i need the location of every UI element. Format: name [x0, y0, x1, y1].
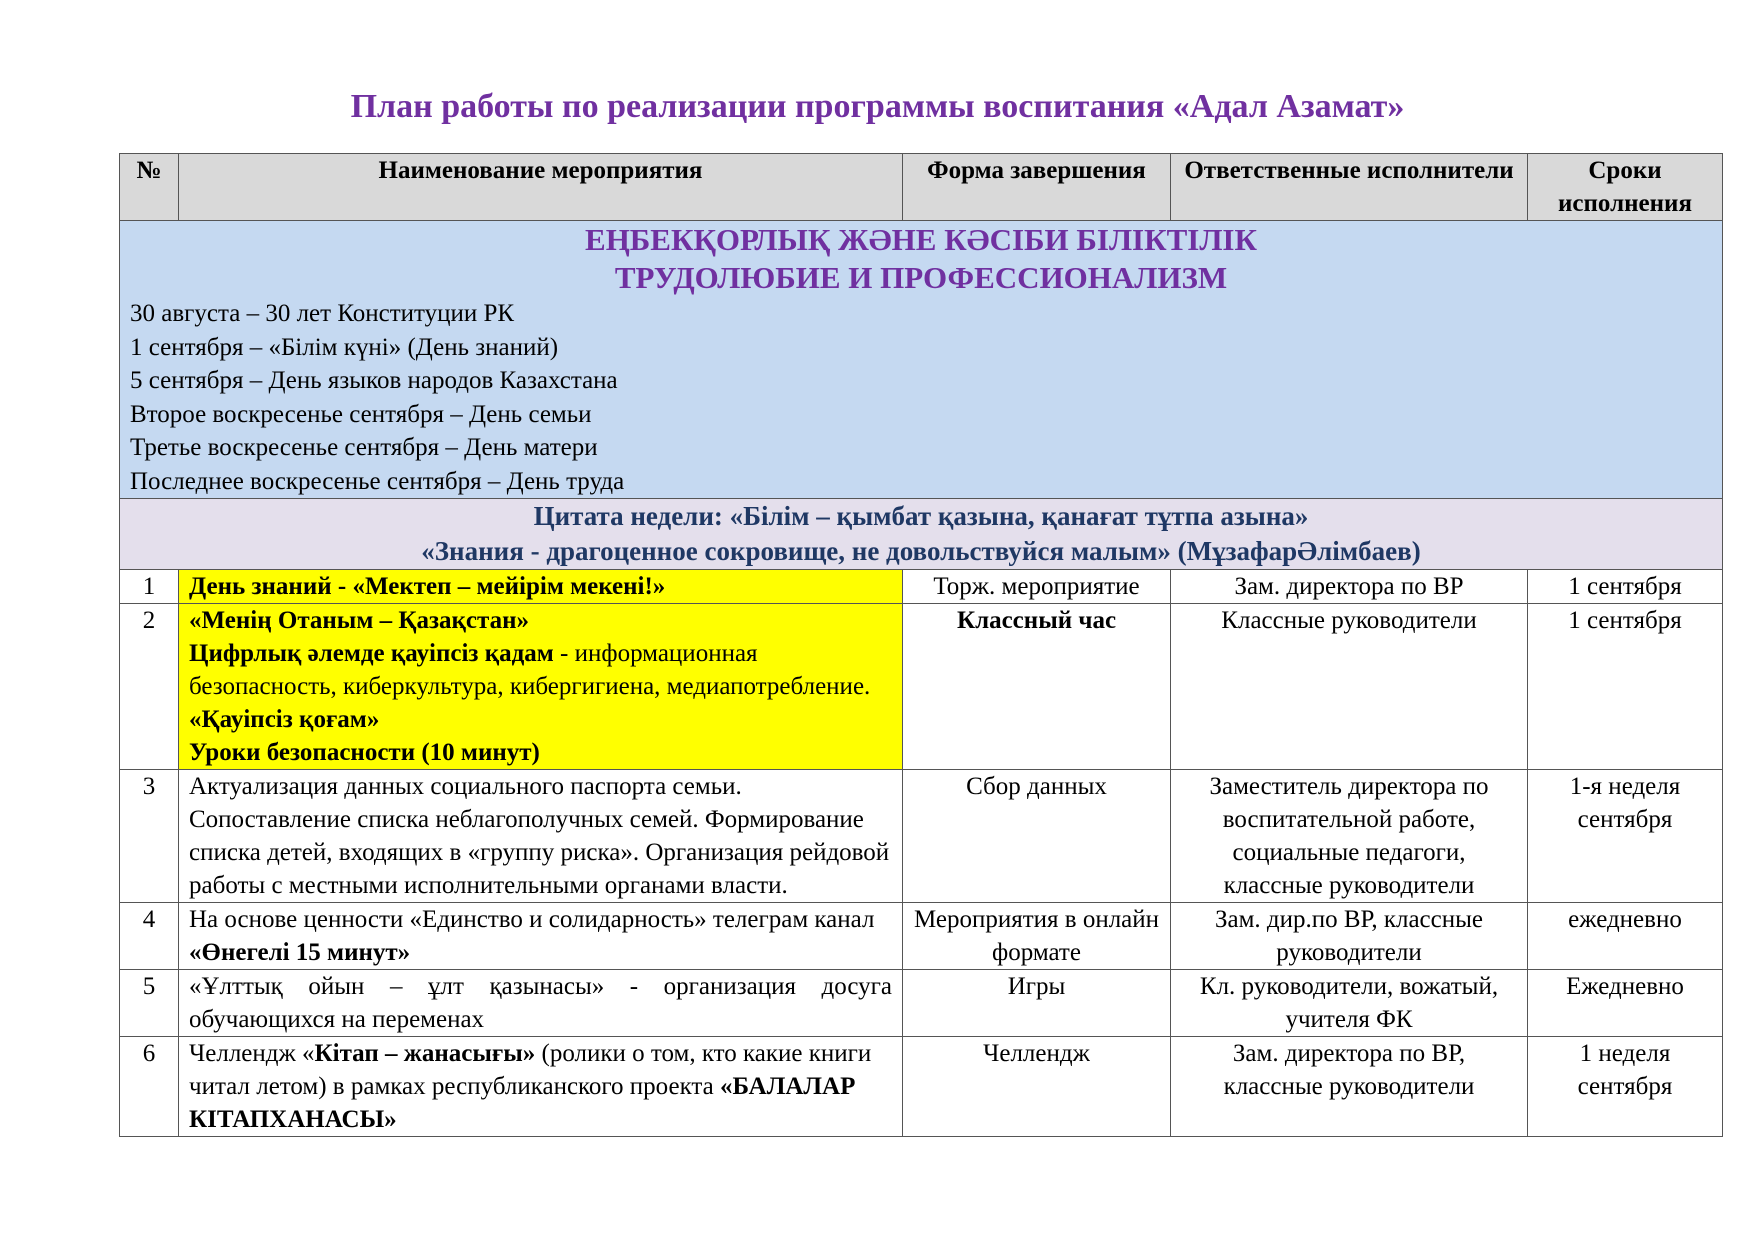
- row-num: 2: [120, 604, 179, 770]
- row-num: 6: [120, 1037, 179, 1137]
- row-num: 5: [120, 970, 179, 1037]
- row-form: Классный час: [903, 604, 1171, 770]
- date-line: 5 сентября – День языков народов Казахстана: [130, 367, 618, 394]
- row-name-line: «Менің Отаным – Қазақстан»: [189, 607, 530, 634]
- row-name-line: [189, 637, 892, 736]
- header-name: Наименование мероприятия: [179, 154, 903, 221]
- section-heading-ru: ТРУДОЛЮБИЕ И ПРОФЕССИОНАЛИЗМ: [614, 260, 1228, 295]
- row-name-bold: «БАЛАЛАР КІТАПХАНАСЫ»: [189, 1073, 856, 1133]
- row-name: [179, 903, 903, 970]
- row-name: День знаний - «Мектеп – мейірім мекені!»: [179, 570, 903, 604]
- quote-line-kz: Цитата недели: «Білім – қымбат қазына, қанағат тұтпа азына»: [533, 501, 1309, 531]
- quote-row: [120, 499, 1723, 570]
- row-responsible: Классные руководители: [1171, 604, 1528, 770]
- plan-table: [119, 153, 1723, 1137]
- row-deadline: 1 сентября: [1528, 604, 1723, 770]
- row-name-text: На основе ценности «Единство и солидарность» телеграм канал: [189, 906, 875, 933]
- header-row: [120, 154, 1723, 221]
- section-heading-kz: ЕҢБЕКҚОРЛЫҚ ЖӘНЕ КӘСІБИ БІЛІКТІЛІК: [585, 222, 1257, 257]
- row-name: «Ұлттық ойын – ұлт қазынасы» - организация досуга обучающихся на переменах: [179, 970, 903, 1037]
- header-form: Форма завершения: [903, 154, 1171, 221]
- row-name: [179, 1037, 903, 1137]
- row-num: 3: [120, 770, 179, 903]
- row-name-bold: «Өнегелі 15 минут»: [189, 939, 411, 966]
- header-responsible: Ответственные исполнители: [1171, 154, 1528, 221]
- date-line: 30 августа – 30 лет Конституции РК: [130, 300, 515, 327]
- table-row: [120, 604, 1723, 770]
- row-form: Сбор данных: [903, 770, 1171, 903]
- row-deadline: 1-я неделя сентября: [1528, 770, 1723, 903]
- row-deadline: ежедневно: [1528, 903, 1723, 970]
- page-title: План работы по реализации программы воспитания «Адал Азамат»: [350, 88, 1405, 125]
- row-num: 1: [120, 570, 179, 604]
- date-line: 1 сентября – «Білім күні» (День знаний): [130, 333, 559, 361]
- date-line: Второе воскресенье сентября – День семьи: [130, 400, 592, 428]
- row-responsible: Заместитель директора по воспитательной работе, социальные педагоги, классные руководители: [1171, 770, 1528, 903]
- row-name-bold: «Қауіпсіз қоғам»: [189, 706, 380, 733]
- row-deadline: 1 неделя сентября: [1528, 1037, 1723, 1137]
- row-form: Игры: [903, 970, 1171, 1037]
- row-responsible: Зам. дир.по ВР, классные руководители: [1171, 903, 1528, 970]
- row-name-text: (ролики о том, кто какие книги читал летом) в рамках республиканского проекта: [189, 1040, 872, 1100]
- quote-line-ru: «Знания - драгоценное сокровище, не довольствуйся малым» (МұзафарӘлімбаев): [421, 536, 1421, 566]
- row-name-line: Уроки безопасности (10 минут): [189, 739, 540, 766]
- row-responsible: Зам. директора по ВР, классные руководители: [1171, 1037, 1528, 1137]
- date-line: Последнее воскресенье сентября – День труда: [130, 467, 625, 495]
- table-row: [120, 970, 1723, 1037]
- row-responsible: Кл. руководители, вожатый, учителя ФК: [1171, 970, 1528, 1037]
- header-deadline: Сроки исполнения: [1528, 154, 1723, 221]
- row-name: [179, 604, 903, 770]
- row-name-bold: Цифрлық әлемде қауіпсіз қадам: [189, 640, 554, 667]
- row-deadline: Ежедневно: [1528, 970, 1723, 1037]
- row-name-text: - информационная безопасность, киберкультура, кибергигиена, медиапотребление.: [189, 640, 871, 700]
- date-line: Третье воскресенье сентября – День матери: [130, 434, 598, 461]
- table-row: [120, 903, 1723, 970]
- row-form: Торж. мероприятие: [903, 570, 1171, 604]
- row-name-text: Челлендж «: [189, 1040, 315, 1067]
- table-row: [120, 770, 1723, 903]
- row-num: 4: [120, 903, 179, 970]
- row-name-bold: Кітап – жанасығы»: [314, 1040, 536, 1067]
- table-row: [120, 1037, 1723, 1137]
- table-row: [120, 570, 1723, 604]
- row-form: Челлендж: [903, 1037, 1171, 1137]
- section-row: [120, 221, 1723, 499]
- row-responsible: Зам. директора по ВР: [1171, 570, 1528, 604]
- row-form: Мероприятия в онлайн формате: [903, 903, 1171, 970]
- row-deadline: 1 сентября: [1528, 570, 1723, 604]
- header-num: №: [120, 154, 179, 221]
- row-name: Актуализация данных социального паспорта семьи. Сопоставление списка неблагополучных семей. Формирование списка детей, входящих в «группу риска». Организация рейдовой работы с местными исполнительными органами власти.: [179, 770, 903, 903]
